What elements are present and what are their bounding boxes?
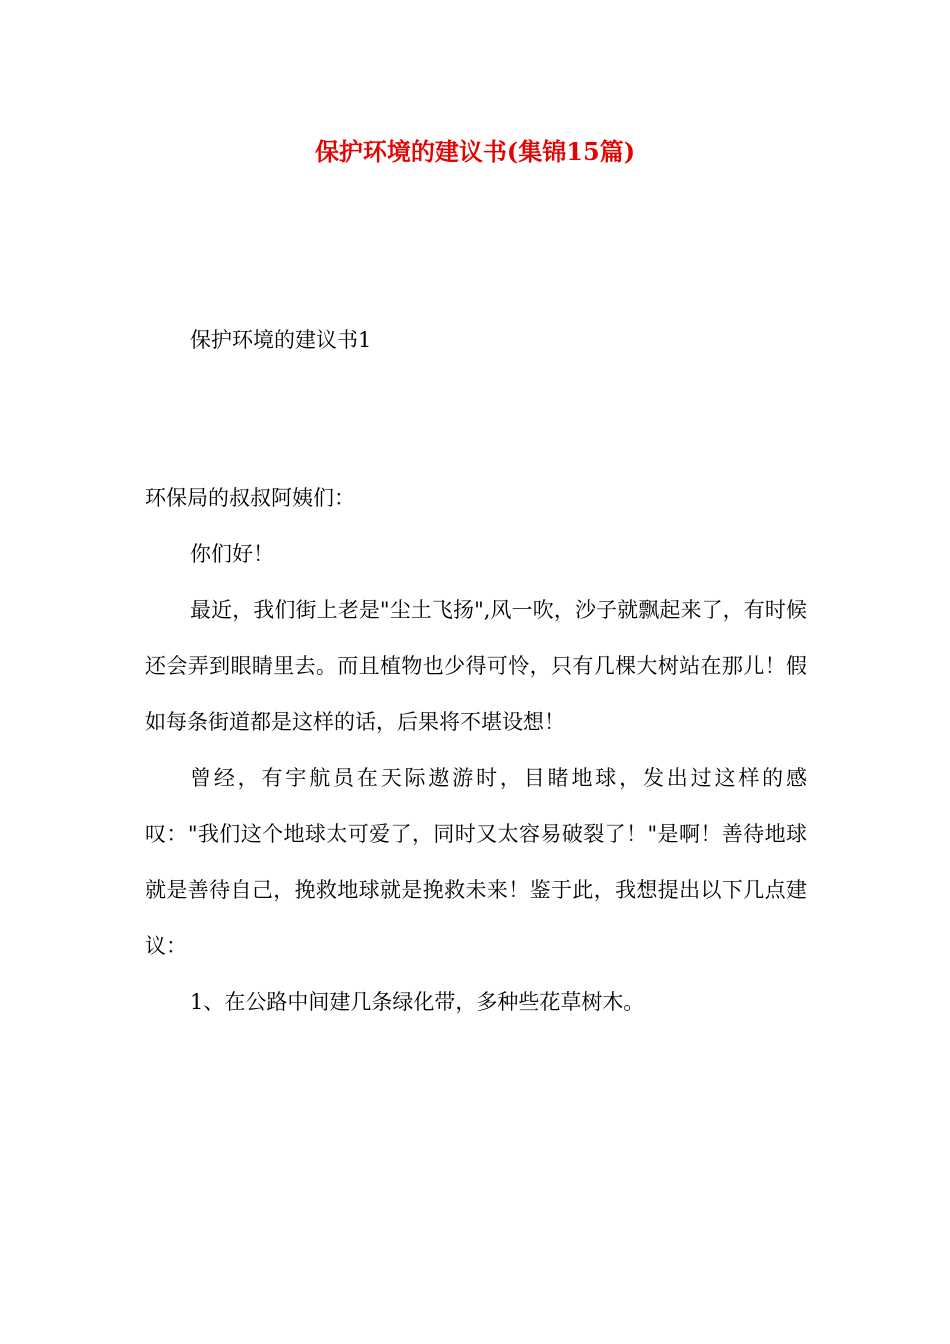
salutation: 环保局的叔叔阿姨们： [145,486,355,510]
section-heading: 保护环境的建议书1 [190,328,372,352]
paragraph-1: 最近，我们街上老是"尘土飞扬",风一吹，沙子就飘起来了，有时候还会弄到眼睛里去。而且植物也少得可怜，只有几棵大树站在那儿！假如每条街道都是这样的话，后果将不堪设想！ [145,598,807,734]
document-body [145,470,807,1030]
greeting: 你们好！ [190,542,274,566]
paragraph-3: 1、在公路中间建几条绿化带，多种些花草树木。 [190,990,645,1014]
document-title: 保护环境的建议书(集锦15篇) [314,137,636,166]
paragraph-2: 曾经，有宇航员在天际遨游时，目睹地球，发出过这样的感叹："我们这个地球太可爱了，同时又太容易破裂了！"是啊！善待地球就是善待自己，挽救地球就是挽救未来！鉴于此，我想提出以下几点建议： [145,766,807,958]
